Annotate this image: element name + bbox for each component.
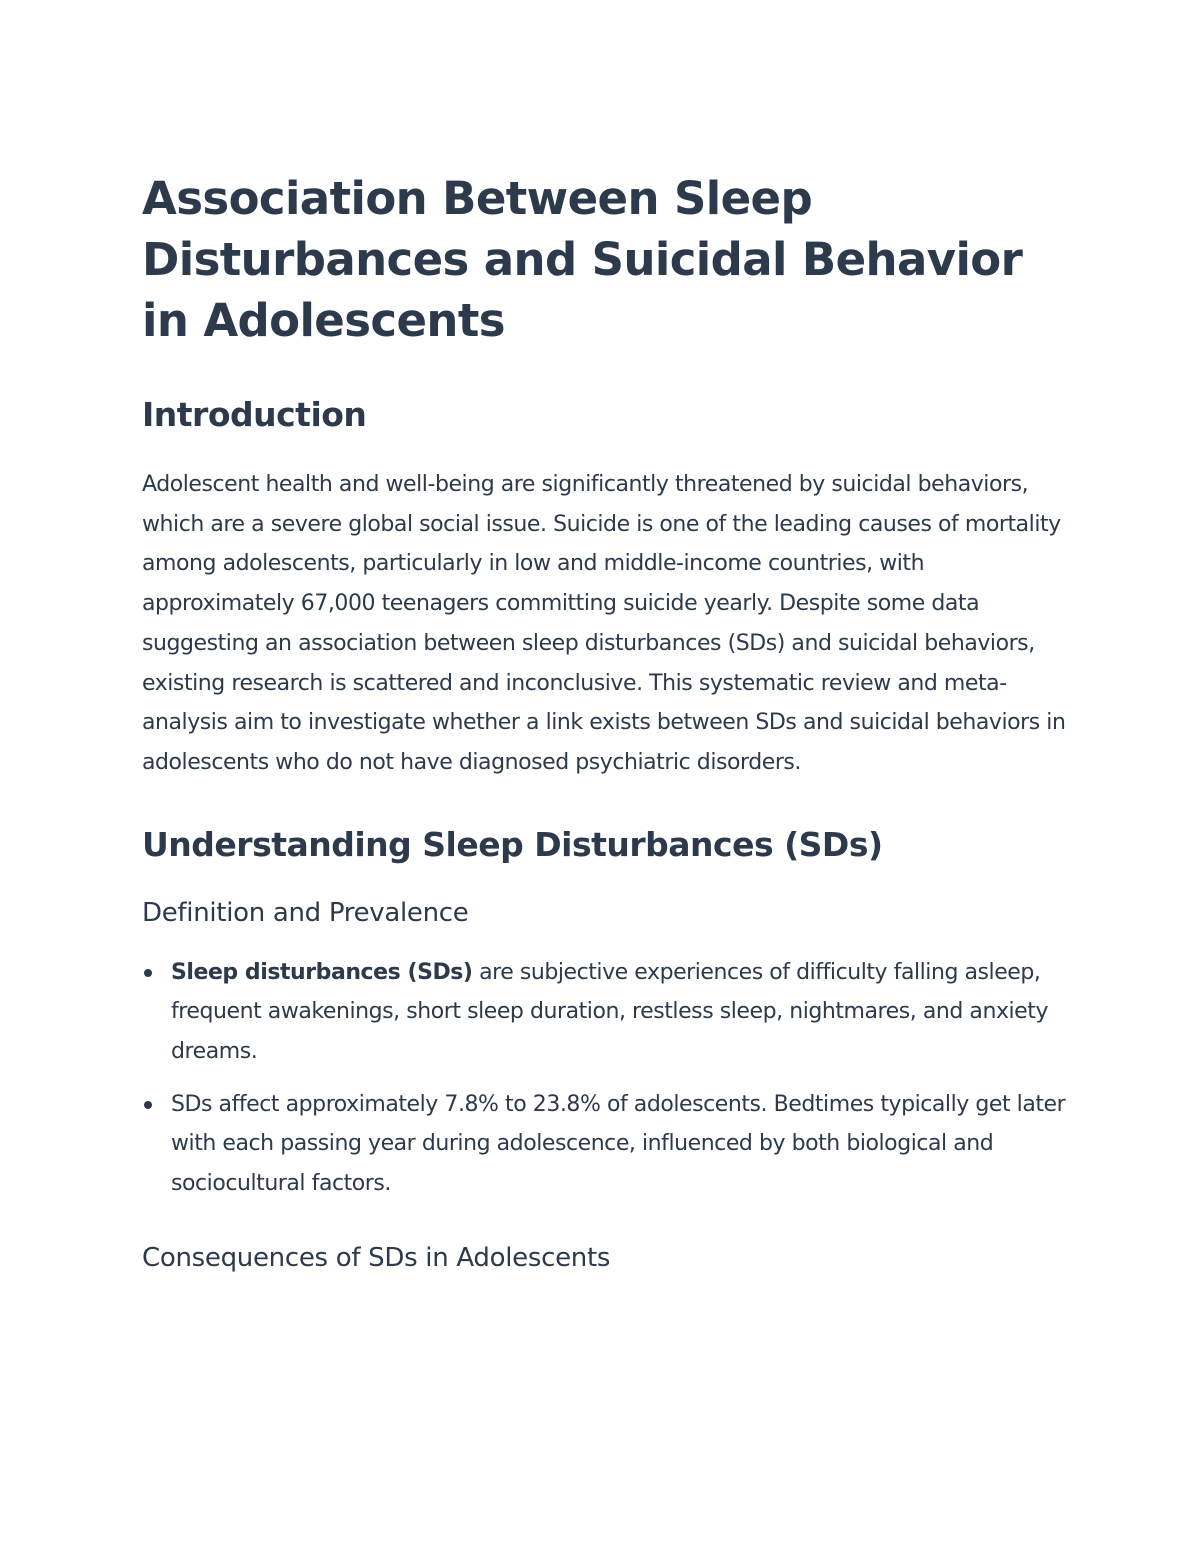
list-item-text: SDs affect approximately 7.8% to 23.8% of adolescents. Bedtimes typically get later with each passing year during adolescence, influenced by both biological and sociocultural factors.	[171, 1091, 1066, 1197]
section-heading-understanding-sds: Understanding Sleep Disturbances (SDs)	[142, 824, 883, 864]
subheading-consequences: Consequences of SDs in Adolescents	[142, 1242, 611, 1273]
section-heading-introduction: Introduction	[142, 395, 367, 434]
list-item-text: are subjective experiences of difficulty falling asleep, frequent awakenings, short sleep duration, restless sleep, nightmares, and anxiety dreams.	[171, 959, 1049, 1065]
list-item	[142, 953, 1067, 1072]
document-title: Association Between Sleep Disturbances and Suicidal Behavior in Adolescents	[142, 172, 1023, 347]
definition-bullet-list	[142, 953, 1067, 1204]
bullet-dot-icon	[144, 1101, 152, 1109]
introduction-paragraph: Adolescent health and well-being are significantly threatened by suicidal behaviors, which are a severe global social issue. Suicide is one of the leading causes of mortality among adolescents, particularly in low and middle-income countries, with approximately 67,000 teenagers committing suicide yearly. Despite some data suggesting an association between sleep disturbances (SDs) and suicidal behaviors, existing research is scattered and inconclusive. This systematic review and meta-analysis aim to investigate whether a link exists between SDs and suicidal behaviors in adolescents who do not have diagnosed psychiatric disorders.	[142, 472, 1066, 775]
subheading-definition-prevalence: Definition and Prevalence	[142, 897, 469, 928]
document-page	[142, 168, 1067, 1276]
list-item	[142, 1085, 1067, 1204]
bullet-dot-icon	[144, 969, 152, 977]
list-item-bold-term: Sleep disturbances (SDs)	[171, 959, 473, 985]
